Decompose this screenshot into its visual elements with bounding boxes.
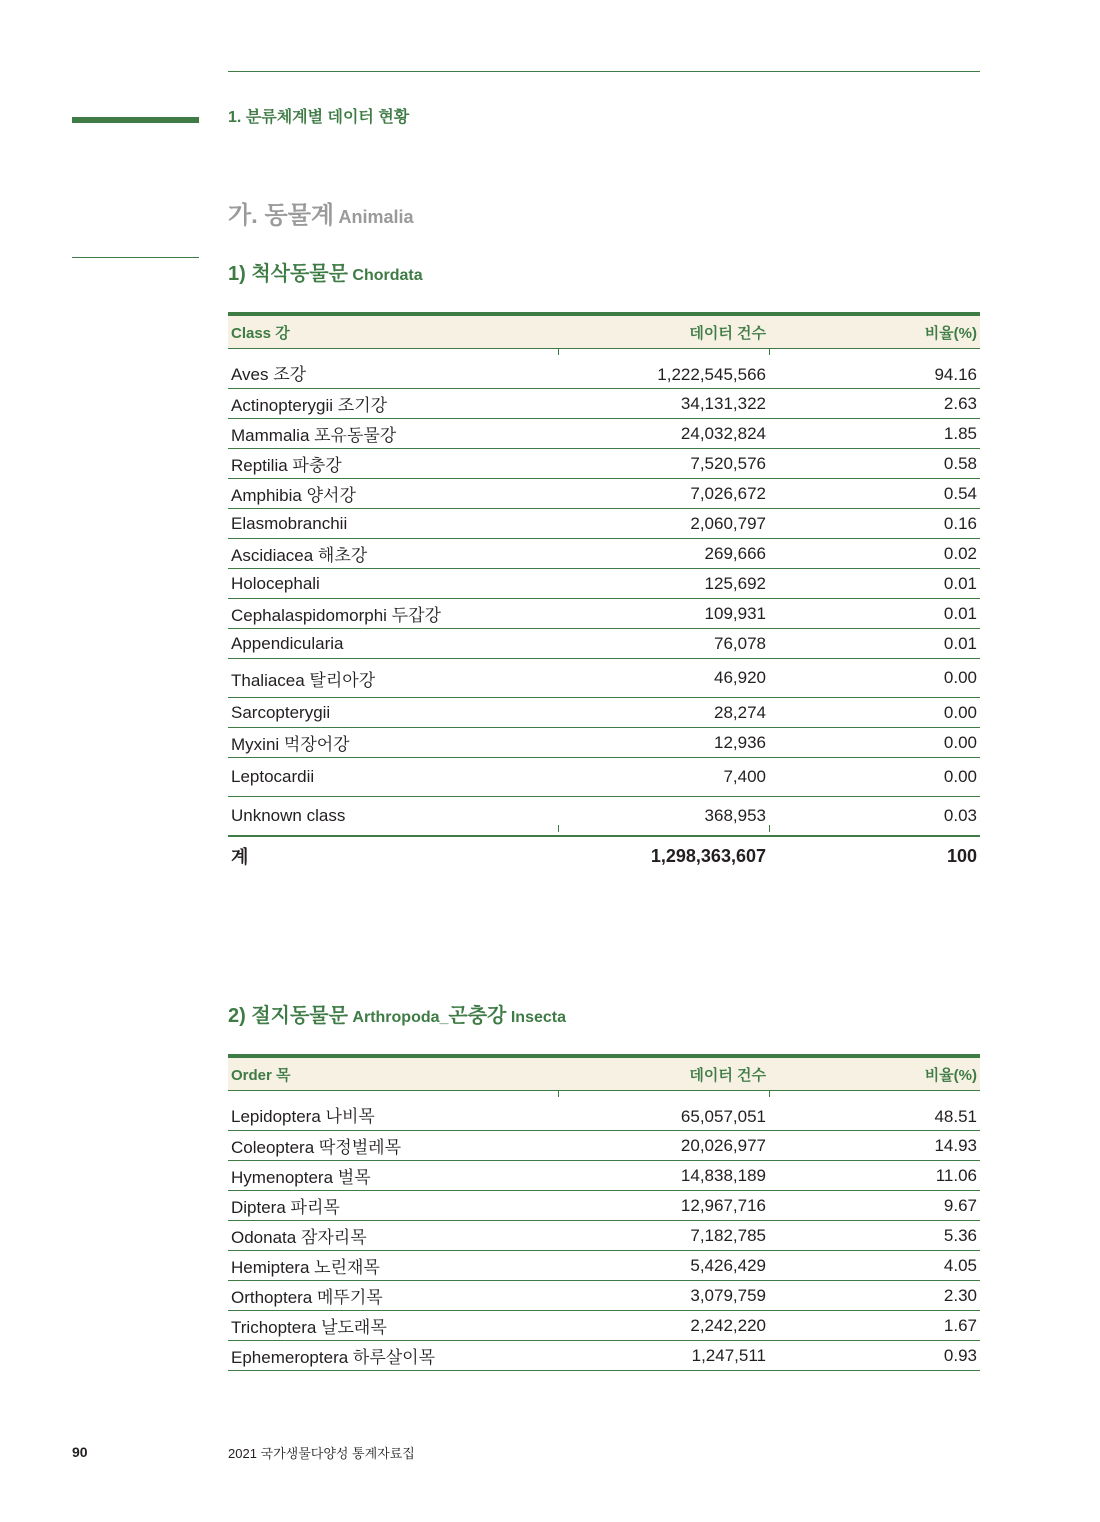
table-row bbox=[228, 1131, 980, 1161]
cell-ratio: 0.01 bbox=[769, 629, 980, 659]
table-header-row bbox=[228, 1056, 980, 1091]
cell-count: 1,247,511 bbox=[558, 1341, 769, 1371]
table-row bbox=[228, 1091, 980, 1131]
side-accent-bar bbox=[72, 117, 199, 123]
cell-taxon: Leptocardii bbox=[228, 758, 558, 797]
cell-ratio: 1.67 bbox=[769, 1311, 980, 1341]
cell-ratio: 1.85 bbox=[769, 419, 980, 449]
table-row bbox=[228, 1341, 980, 1371]
cell-taxon: Mammalia 포유동물강 bbox=[228, 419, 558, 449]
cell-ratio: 0.93 bbox=[769, 1341, 980, 1371]
column-tick bbox=[558, 1090, 559, 1097]
column-tick bbox=[769, 348, 770, 355]
column-tick bbox=[769, 1090, 770, 1097]
arthropoda-table bbox=[228, 1054, 980, 1371]
section2-title-kr2: 곤충강 bbox=[448, 1005, 507, 1027]
section1-title bbox=[228, 257, 423, 286]
table-row bbox=[228, 449, 980, 479]
cell-ratio: 94.16 bbox=[769, 349, 980, 389]
cell-count: 65,057,051 bbox=[558, 1091, 769, 1131]
table-row bbox=[228, 349, 980, 389]
kingdom-title-en: Animalia bbox=[338, 207, 414, 227]
cell-count: 2,242,220 bbox=[558, 1311, 769, 1341]
cell-ratio: 14.93 bbox=[769, 1131, 980, 1161]
cell-count: 7,520,576 bbox=[558, 449, 769, 479]
cell-count: 2,060,797 bbox=[558, 509, 769, 539]
table-row bbox=[228, 419, 980, 449]
cell-taxon: Aves 조강 bbox=[228, 349, 558, 389]
cell-ratio: 0.01 bbox=[769, 569, 980, 599]
cell-taxon: Orthoptera 메뚜기목 bbox=[228, 1281, 558, 1311]
cell-taxon: Myxini 먹장어강 bbox=[228, 728, 558, 758]
cell-taxon: Coleoptera 딱정벌레목 bbox=[228, 1131, 558, 1161]
table-row bbox=[228, 479, 980, 509]
cell-taxon: Ephemeroptera 하루살이목 bbox=[228, 1341, 558, 1371]
cell-count: 46,920 bbox=[558, 659, 769, 698]
cell-taxon: Actinopterygii 조기강 bbox=[228, 389, 558, 419]
cell-count: 125,692 bbox=[558, 569, 769, 599]
section1-title-kr: 1) 척삭동물문 bbox=[228, 263, 348, 285]
cell-ratio: 0.58 bbox=[769, 449, 980, 479]
cell-count: 5,426,429 bbox=[558, 1251, 769, 1281]
cell-count: 1,222,545,566 bbox=[558, 349, 769, 389]
column-tick bbox=[769, 825, 770, 832]
table-row bbox=[228, 629, 980, 659]
column-tick bbox=[558, 825, 559, 832]
cell-taxon: Diptera 파리목 bbox=[228, 1191, 558, 1221]
column-header-count: 데이터 건수 bbox=[558, 1056, 769, 1091]
top-rule bbox=[228, 71, 980, 72]
cell-taxon: Trichoptera 날도래목 bbox=[228, 1311, 558, 1341]
column-header-class: Class 강 bbox=[228, 314, 558, 349]
table-row bbox=[228, 758, 980, 797]
cell-ratio: 0.01 bbox=[769, 599, 980, 629]
cell-ratio: 0.00 bbox=[769, 698, 980, 728]
column-header-ratio: 비율(%) bbox=[769, 314, 980, 349]
cell-count: 3,079,759 bbox=[558, 1281, 769, 1311]
cell-ratio: 0.16 bbox=[769, 509, 980, 539]
cell-count: 7,026,672 bbox=[558, 479, 769, 509]
cell-taxon: Holocephali bbox=[228, 569, 558, 599]
cell-count: 24,032,824 bbox=[558, 419, 769, 449]
cell-taxon: Elasmobranchii bbox=[228, 509, 558, 539]
column-header-order: Order 목 bbox=[228, 1056, 558, 1091]
chapter-heading: 1. 분류체계별 데이터 현황 bbox=[228, 109, 410, 126]
total-label: 계 bbox=[231, 847, 249, 867]
table-row bbox=[228, 1281, 980, 1311]
table-row bbox=[228, 509, 980, 539]
section1-title-en: Chordata bbox=[352, 267, 423, 284]
kingdom-heading bbox=[228, 195, 414, 230]
cell-count: 269,666 bbox=[558, 539, 769, 569]
table-row bbox=[228, 1251, 980, 1281]
table-row bbox=[228, 569, 980, 599]
publication-title: 2021 국가생물다양성 통계자료집 bbox=[228, 1446, 415, 1461]
cell-count: 109,931 bbox=[558, 599, 769, 629]
cell-taxon: Appendicularia bbox=[228, 629, 558, 659]
kingdom-title-kr: 가. 동물계 bbox=[228, 202, 335, 229]
cell-taxon: Cephalaspidomorphi 두갑강 bbox=[228, 599, 558, 629]
cell-count: 28,274 bbox=[558, 698, 769, 728]
page-number: 90 bbox=[72, 1444, 88, 1460]
cell-taxon: Hemiptera 노린재목 bbox=[228, 1251, 558, 1281]
cell-taxon: Amphibia 양서강 bbox=[228, 479, 558, 509]
cell-ratio: 0.02 bbox=[769, 539, 980, 569]
total-row bbox=[228, 836, 980, 875]
cell-ratio: 2.30 bbox=[769, 1281, 980, 1311]
cell-taxon: Ascidiacea 해초강 bbox=[228, 539, 558, 569]
cell-count: 34,131,322 bbox=[558, 389, 769, 419]
section2-title-en: Arthropoda bbox=[352, 1009, 440, 1026]
table-row bbox=[228, 1311, 980, 1341]
cell-ratio: 0.00 bbox=[769, 728, 980, 758]
cell-count: 20,026,977 bbox=[558, 1131, 769, 1161]
total-ratio: 100 bbox=[946, 845, 977, 866]
table-row bbox=[228, 539, 980, 569]
table-row bbox=[228, 659, 980, 698]
table-row bbox=[228, 1221, 980, 1251]
chordata-table bbox=[228, 312, 980, 875]
cell-ratio: 9.67 bbox=[769, 1191, 980, 1221]
cell-ratio: 0.54 bbox=[769, 479, 980, 509]
cell-count: 12,967,716 bbox=[558, 1191, 769, 1221]
table-row bbox=[228, 698, 980, 728]
table-row bbox=[228, 797, 980, 837]
cell-count: 368,953 bbox=[558, 797, 769, 837]
cell-taxon: Hymenoptera 벌목 bbox=[228, 1161, 558, 1191]
cell-count: 14,838,189 bbox=[558, 1161, 769, 1191]
total-count: 1,298,363,607 bbox=[650, 845, 766, 866]
table-row bbox=[228, 728, 980, 758]
cell-ratio: 4.05 bbox=[769, 1251, 980, 1281]
cell-count: 76,078 bbox=[558, 629, 769, 659]
side-divider bbox=[72, 257, 199, 258]
table-header-row bbox=[228, 314, 980, 349]
cell-taxon: Lepidoptera 나비목 bbox=[228, 1091, 558, 1131]
cell-taxon: Thaliacea 탈리아강 bbox=[228, 659, 558, 698]
cell-ratio: 5.36 bbox=[769, 1221, 980, 1251]
cell-taxon: Reptilia 파충강 bbox=[228, 449, 558, 479]
column-header-count: 데이터 건수 bbox=[558, 314, 769, 349]
section2-title-kr: 2) 절지동물문 bbox=[228, 1005, 348, 1027]
cell-ratio: 0.00 bbox=[769, 659, 980, 698]
cell-count: 7,400 bbox=[558, 758, 769, 797]
cell-taxon: Odonata 잠자리목 bbox=[228, 1221, 558, 1251]
cell-ratio: 0.03 bbox=[769, 797, 980, 837]
section2-title-separator: _ bbox=[439, 1009, 449, 1026]
cell-count: 12,936 bbox=[558, 728, 769, 758]
table-row bbox=[228, 389, 980, 419]
cell-ratio: 2.63 bbox=[769, 389, 980, 419]
table-row bbox=[228, 1161, 980, 1191]
column-tick bbox=[558, 348, 559, 355]
cell-ratio: 48.51 bbox=[769, 1091, 980, 1131]
table-row bbox=[228, 599, 980, 629]
column-header-ratio: 비율(%) bbox=[769, 1056, 980, 1091]
table-row bbox=[228, 1191, 980, 1221]
cell-ratio: 0.00 bbox=[769, 758, 980, 797]
cell-taxon: Unknown class bbox=[228, 797, 558, 837]
cell-ratio: 11.06 bbox=[769, 1161, 980, 1191]
section2-title bbox=[228, 999, 566, 1028]
cell-taxon: Sarcopterygii bbox=[228, 698, 558, 728]
section2-title-en2: Insecta bbox=[510, 1009, 566, 1026]
cell-count: 7,182,785 bbox=[558, 1221, 769, 1251]
